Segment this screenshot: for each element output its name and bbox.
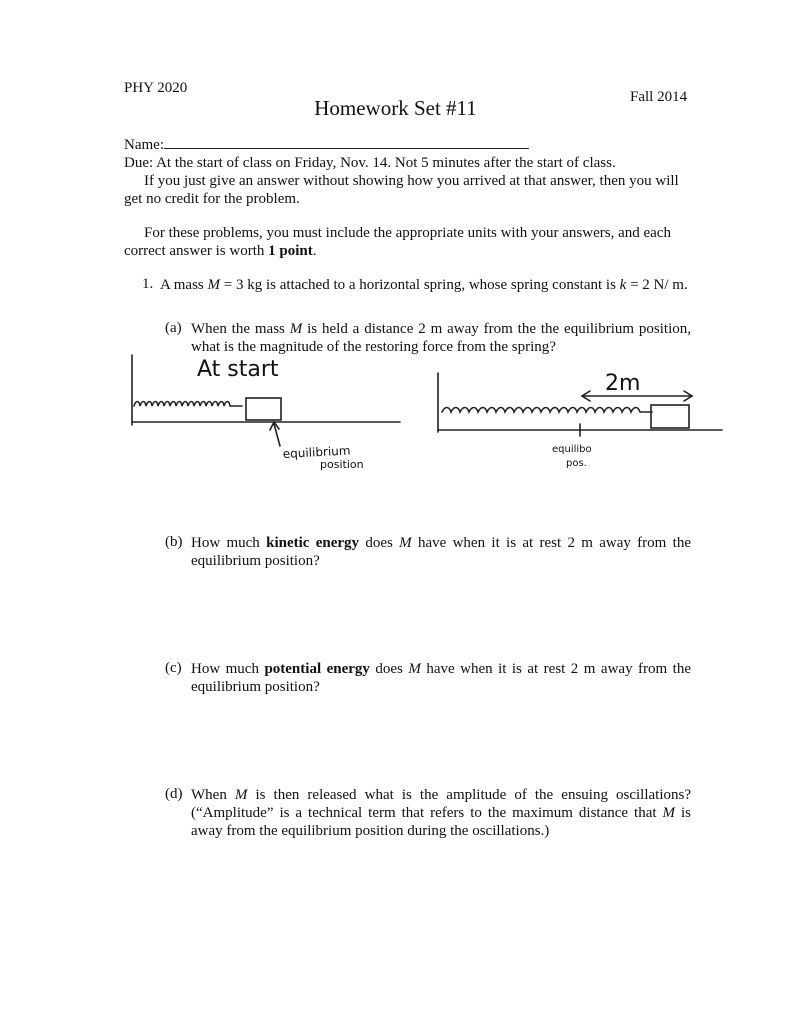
left-eq-label-1: equilibrium: [282, 443, 351, 461]
right-eq-label-2: pos.: [566, 458, 587, 469]
left-eq-label-2: position: [320, 458, 364, 471]
name-field-line: [164, 134, 529, 149]
right-spring: [442, 408, 652, 413]
part-d-letter: (d): [165, 786, 183, 802]
instruction-paragraph-2: [124, 224, 694, 260]
part-text: have when it is at rest 2 m away from the equilibrium position?: [191, 535, 691, 569]
part-text: How much: [191, 535, 267, 551]
part-text: does: [369, 661, 409, 677]
term: Fall 2014: [630, 89, 688, 105]
problem-number: 1.: [142, 276, 154, 292]
part-a-text: [191, 320, 691, 356]
right-eq-label-1: equilibo: [552, 444, 592, 455]
page-title: Homework Set #11: [314, 96, 477, 120]
due-line: Due: At the start of class on Friday, Nov. 14. Not 5 minutes after the start of class.: [124, 155, 616, 171]
right-diagram: [438, 373, 722, 436]
part-text: have when it is at rest 2 m away from the equilibrium position?: [191, 661, 691, 695]
part-a-letter: (a): [165, 320, 182, 336]
left-mass: [246, 398, 281, 420]
instruction-paragraph-1: If you just give an answer without showing how you arrived at that answer, then you will get no credit for the problem.: [124, 173, 679, 207]
part-text: When: [191, 787, 235, 803]
variable-M: M: [234, 787, 248, 803]
part-text: does: [359, 535, 400, 551]
part-text: is away from the equilibrium position during the oscillations.): [191, 805, 691, 839]
part-b-text: [191, 534, 691, 570]
left-spring: [134, 402, 242, 407]
name-label: Name:: [124, 137, 164, 153]
part-d-text: [191, 786, 691, 840]
distance-arrowhead-left: [582, 391, 590, 401]
right-distance-label: 2m: [605, 371, 641, 396]
problem-statement: [160, 276, 694, 294]
distance-arrowhead-right: [684, 391, 692, 401]
bold-term: potential energy: [264, 661, 370, 677]
problem-text: = 3 kg is attached to a horizontal spring, whose spring constant is: [220, 277, 620, 293]
instruction-text: For these problems, you must include the appropriate units with your answers, and each correct answer is worth: [124, 225, 671, 259]
right-mass: [651, 405, 689, 428]
variable-M: M: [399, 535, 412, 551]
variable-M: M: [289, 321, 303, 337]
left-eq-arrowhead: [270, 422, 279, 430]
instruction-end: .: [312, 243, 317, 259]
variable-k: k: [619, 277, 627, 293]
problem-text: A mass: [160, 277, 208, 293]
part-text: When the mass: [191, 321, 290, 337]
instruction-bold: 1 point: [268, 243, 313, 259]
part-c-text: [191, 660, 691, 696]
left-diagram: [132, 355, 400, 446]
bold-term: kinetic energy: [266, 535, 360, 551]
variable-M: M: [408, 661, 421, 677]
variable-M: M: [662, 805, 676, 821]
problem-text: = 2 N/ m.: [626, 277, 688, 293]
part-c-letter: (c): [165, 660, 182, 676]
left-eq-arrow: [274, 424, 280, 446]
part-b-letter: (b): [165, 534, 183, 550]
part-text: is held a distance 2 m away from the the equilibrium position, what is the magnitude of the restoring force from the spring?: [191, 321, 691, 355]
name-row: [124, 134, 529, 154]
variable-M: M: [207, 277, 221, 293]
left-title: At start: [197, 357, 279, 382]
part-text: is then released what is the amplitude of the ensuing oscillations? (“Amplitude” is a technical term that refers to the maximum distance that: [191, 787, 691, 821]
part-text: How much: [191, 661, 265, 677]
course-code: PHY 2020: [124, 80, 188, 96]
